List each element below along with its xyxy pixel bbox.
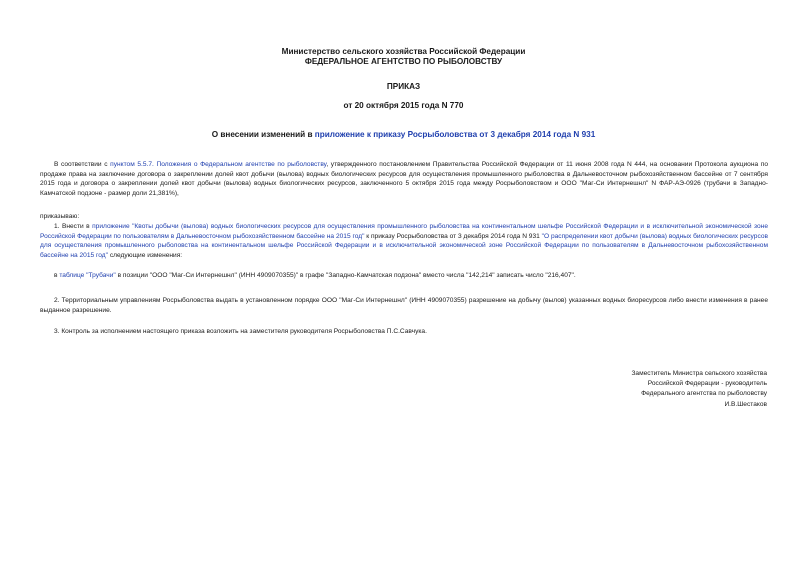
document-header	[0, 47, 807, 67]
change-text-1: в	[54, 272, 60, 279]
appendix-link[interactable]: приложение "Квоты добычи (вылова) водных биологических ресурсов для осуществления промышленного рыболовства на континентальном шельфе Российской Федерации и в исключительной экономической зоне Российской Федерации по пользователям в Дальневосточном рыбохозяйственном бассейне на 2015 год"	[40, 223, 768, 240]
item-1-paragraph	[40, 222, 768, 260]
order-931-link[interactable]: "О распределении квот добычи (вылова) водных биологических ресурсов для осуществления промышленного рыболовства на континентальном шельфе Российской Федерации и в исключительной экономической зоне Российской Федерации по пользователям в Дальневосточном рыбохозяйственном бассейне на 2015 год"	[40, 232, 768, 259]
table-trubachi-link[interactable]: таблице "Трубачи"	[59, 272, 116, 279]
ministry-title: Министерство сельского хозяйства Российской Федерации	[281, 47, 526, 56]
order-word: приказываю:	[40, 213, 80, 220]
item-1-text-2: к приказу Росрыболовства от 3 декабря 2014 года N 931	[364, 232, 542, 240]
subject-link[interactable]: приложение к приказу Росрыболовства от 3 декабря 2014 года N 931	[314, 130, 596, 139]
agency-title: ФЕДЕРАЛЬНОЕ АГЕНТСТВО ПО РЫБОЛОВСТВУ	[304, 57, 503, 66]
signature-line-2: Российской Федерации - руководитель	[647, 380, 767, 388]
item-3-paragraph: 3. Контроль за исполнением настоящего приказа возложить на заместителя руководителя Росрыболовства П.С.Савчука.	[54, 328, 427, 335]
preamble-text-1: В соответствии с	[54, 161, 111, 168]
order-title	[0, 82, 807, 92]
signature-line-1: Заместитель Министра сельского хозяйства	[631, 370, 767, 377]
item-1-text-1: 1. Внести в	[54, 223, 93, 230]
item-1-change-paragraph	[40, 271, 768, 281]
order-date	[0, 101, 807, 111]
signatory-name: И.В.Шестаков	[724, 400, 767, 408]
date-number: от 20 октября 2015 года N 770	[343, 101, 464, 110]
preamble-text-2: , утвержденного постановлением Правительства Российской Федерации от 11 июня 2008 года N 444, на основании Протокола аукциона по продаже права на заключение договора о закреплении долей квот добычи (вылова) водных биологических ресурсов для осуществления промышленного рыболовства в Дальневосточном рыбохозяйственном бассейне от 7 сентября 2015 года и договора о закреплении долей квот добычи (вылова) водных биологических ресурсов, заключенного 5 октября 2015 года между Росрыболовством и ООО "Маг-Си Интернешнл" N ФАР-АЭ-0926 (трубачи в Западно-Камчатской подзоне - размер доли 21,381%),	[40, 161, 768, 197]
regulation-link[interactable]: пунктом 5.5.7. Положения о Федеральном агентстве по рыболовству	[110, 161, 327, 168]
item-2-paragraph: 2. Территориальным управлениям Росрыболовства выдать в установленном порядке ООО "Маг-Си Интернешнл" (ИНН 4909070355) разрешение на добычу (вылов) указанных водных биоресурсов либо внести изменения в ранее выданное разрешение.	[40, 297, 768, 314]
signature-line-3: Федерального агентства по рыболовству	[641, 390, 767, 398]
subject-prefix: О внесении изменений в	[211, 130, 315, 139]
signature-block	[467, 369, 767, 410]
item-1-text-3: следующие изменения:	[108, 251, 183, 259]
preamble-paragraph	[40, 160, 768, 198]
doc-type: ПРИКАЗ	[386, 82, 421, 91]
order-subject	[0, 130, 807, 140]
change-text-2: в позиции "ООО "Маг-Си Интернешнл" (ИНН 4909070355)" в графе "Западно-Камчатская подзона" вместо числа "142,214" записать число "216,407".	[115, 272, 576, 279]
